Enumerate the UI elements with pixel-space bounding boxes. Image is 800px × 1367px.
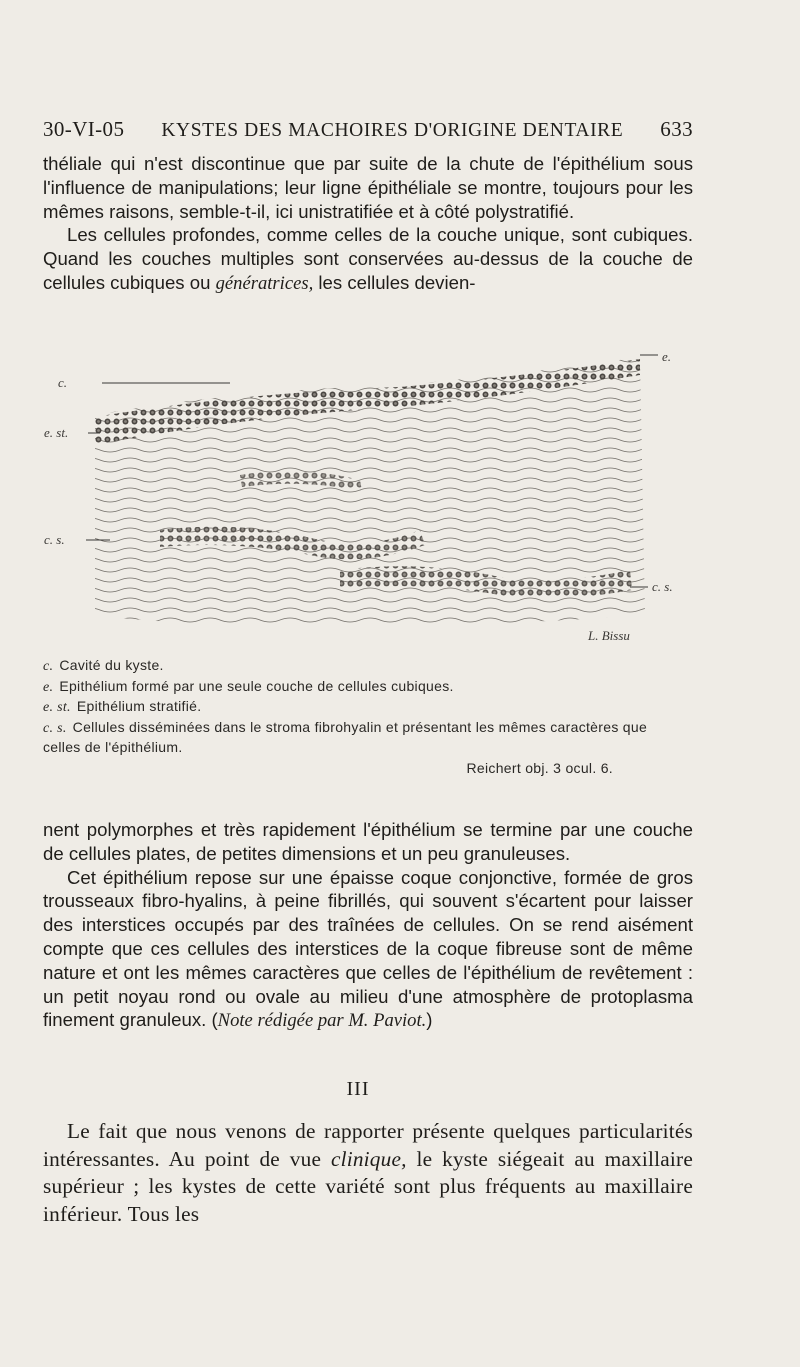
paragraph: Le fait que nous venons de rapporter présente quelques particularités intéressantes. Au point de vue clinique, le kyste siégeait au maxillaire supérieur ; les kystes de cette variété sont plus fréquents au maxillaire inférieur. Tous les: [43, 1119, 693, 1226]
magnification-credit: Reichert obj. 3 ocul. 6.: [466, 759, 613, 776]
histology-engraving: [40, 345, 700, 655]
histology-figure: [40, 345, 700, 665]
figure-label-c-s-left: c. s.: [44, 532, 65, 547]
running-header: [43, 117, 693, 142]
paragraph: Cet épithélium repose sur une épaisse coque conjonctive, formée de gros trousseaux fibro-hyalins, à peine fibrillés, qui souvent s'écartent pour laisser des interstices occupés par des traînées de cellules. On se rend aisément compte que ces cellules des interstices de la coque fibreuse sont de même nature et ont les mêmes caractères que celles de l'épithélium de revêtement : un petit noyau rond ou ovale au milieu d'une atmosphère de protoplasma finement granuleux. (Note rédigée par M. Paviot.): [43, 866, 693, 1032]
legend-item: e. Epithélium formé par une seule couche de cellules cubiques.: [43, 677, 454, 695]
text-block-bottom: [43, 1118, 693, 1228]
emphasis: génératrices,: [215, 272, 314, 294]
figure-label-e-st: e. st.: [44, 425, 69, 440]
header-date: 30-VI-05: [43, 117, 125, 141]
figure-label-c: c.: [58, 375, 68, 390]
emphasis: Note rédigée par M. Paviot.: [217, 1010, 427, 1032]
figure-legend: [43, 656, 653, 777]
paragraph: théliale qui n'est discontinue que par suite de la chute de l'épithélium sous l'influence de manipulations; leur ligne épithéliale se montre, toujours pour les mêmes raisons, semble-t-il, ici unistratifiée et à côté polystratifié.: [43, 153, 693, 222]
legend-item: c. s. Cellules disséminées dans le stroma fibrohyalin et présentant les mêmes caractères que celles de l'épithélium.: [43, 718, 648, 755]
text-block-top: [43, 152, 693, 296]
figure-label-c-s-right: c. s.: [652, 579, 673, 594]
figure-label-e: e.: [662, 349, 672, 364]
paragraph: Les cellules profondes, comme celles de la couche unique, sont cubiques. Quand les couches multiples sont conservées au-dessus de la couche de cellules cubiques ou génératrices, les cellules devien-: [43, 224, 693, 294]
legend-item: c. Cavité du kyste.: [43, 657, 164, 674]
legend-item: e. st. Epithélium stratifié.: [43, 698, 202, 715]
page-number: 633: [660, 117, 693, 141]
paragraph: nent polymorphes et très rapidement l'épithélium se termine par une couche de cellules plates, de petites dimensions et un peu granuleuses.: [43, 819, 693, 864]
emphasis: clinique,: [330, 1146, 407, 1171]
header-title: KYSTES DES MACHOIRES D'ORIGINE DENTAIRE: [161, 120, 624, 141]
section-heading: III: [346, 1078, 370, 1100]
text-block-middle: [43, 818, 693, 1033]
engraver-signature: L. Bissu: [588, 628, 630, 643]
